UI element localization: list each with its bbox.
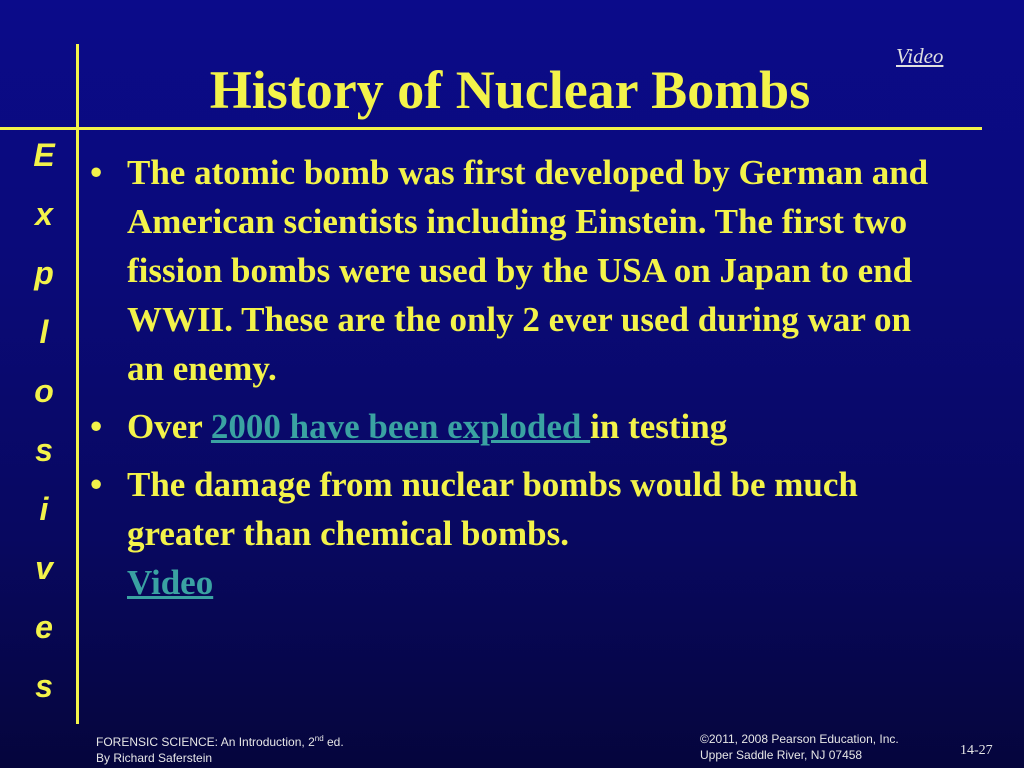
side-letter: v: [35, 550, 53, 586]
side-letters: [22, 136, 66, 726]
footer-edition-text: ed.: [323, 735, 344, 749]
bullet-text: The atomic bomb was first developed by German and American scientists including Einstein. The first two fission bombs were used by the USA on Japan to end WWII. These are the only 2 ever used during war on an enemy.: [127, 153, 929, 388]
vertical-divider: [76, 44, 79, 724]
exploded-link[interactable]: 2000 have been exploded: [210, 407, 591, 446]
footer-address: Upper Saddle River, NJ 07458: [700, 748, 863, 762]
bullet-item: [90, 148, 950, 393]
bullet-item: [90, 460, 950, 607]
bullet-list: [90, 148, 950, 616]
horizontal-divider: [0, 127, 982, 130]
bullet-prefix: Over: [127, 407, 211, 446]
footer-book-info: [96, 731, 344, 766]
top-video-link[interactable]: Video: [896, 44, 944, 68]
footer-book-title: [96, 731, 344, 750]
slide-title: History of Nuclear Bombs: [209, 60, 811, 120]
page-number: 14-27: [960, 743, 993, 758]
footer-author: By Richard Saferstein: [96, 751, 213, 765]
side-letter: x: [35, 196, 53, 232]
bullet-text: The damage from nuclear bombs would be much greater than chemical bombs.: [127, 465, 858, 553]
side-letter: E: [33, 137, 55, 173]
side-letter: i: [39, 491, 49, 527]
footer-title-text: FORENSIC SCIENCE: An Introduction, 2: [96, 735, 315, 749]
bullet-item: [90, 402, 950, 451]
side-letter: s: [35, 668, 53, 704]
footer-copyright: [700, 731, 899, 763]
side-letter: e: [35, 609, 53, 645]
side-letter: s: [35, 432, 53, 468]
side-letter: o: [34, 373, 54, 409]
side-letter: p: [34, 255, 54, 291]
footer-copyright-line: ©2011, 2008 Pearson Education, Inc.: [700, 732, 899, 746]
video-link[interactable]: Video: [127, 563, 214, 602]
bullet-suffix: in testing: [590, 407, 728, 446]
footer-edition-sup: nd: [314, 734, 324, 743]
side-letter: l: [39, 314, 49, 350]
